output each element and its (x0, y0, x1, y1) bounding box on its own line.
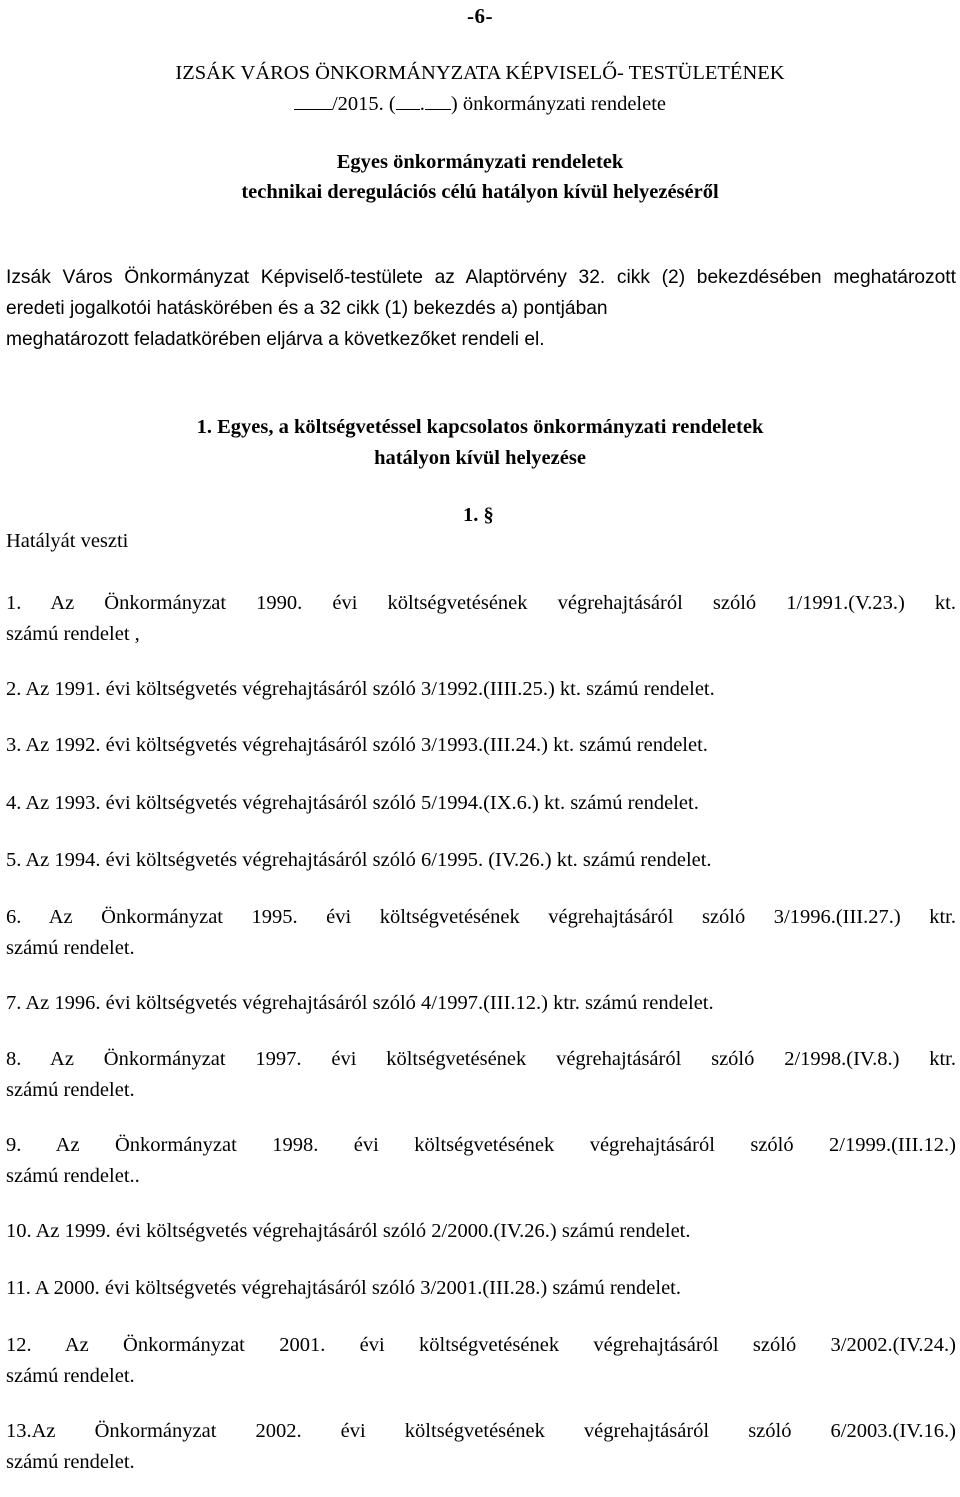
list-item (6, 845, 956, 876)
list-item (6, 1044, 956, 1106)
list-item-continuation: számú rendelet. (6, 937, 135, 959)
preamble-line-1: Izsák Város Önkormányzat Képviselő-testülete az Alaptörvény 32. cikk (2) bekezdésében (6, 267, 822, 288)
preamble-line-2: meghatározott eredeti jogalkotói hatáskörében és a 32 cikk (1) bekezdés a) pontjában (6, 267, 956, 319)
council-name: IZSÁK VÁROS ÖNKORMÁNYZATA KÉPVISELŐ- TESTÜLETÉNEK (175, 62, 785, 84)
list-item (6, 788, 956, 819)
paragraph-number: 1. (463, 504, 479, 526)
list-item-text: 5. Az 1994. évi költségvetés végrehajtásáról szóló 6/1995. (IV.26.) kt. számú rendelet. (6, 849, 712, 871)
list-item (6, 1330, 956, 1392)
list-item-continuation: számú rendelet. (6, 1451, 135, 1473)
list-item-text: 6. Az Önkormányzat 1995. évi költségvetésének végrehajtásáról szóló 3/1996.(III.27.) ktr. (6, 906, 956, 928)
list-item-text: 12. Az Önkormányzat 2001. évi költségvetésének végrehajtásáról szóló 3/2002.(IV.24.) (6, 1334, 956, 1356)
blank-day (425, 91, 451, 110)
list-item-text: 10. Az 1999. évi költségvetés végrehajtásáról szóló 2/2000.(IV.26.) számú rendelet. (6, 1220, 691, 1242)
list-item-text: 9. Az Önkormányzat 1998. évi költségvetésének végrehajtásáról szóló 2/1999.(III.12.) (6, 1134, 956, 1156)
list-item (6, 902, 956, 964)
decree-title-line-1: Egyes önkormányzati rendeletek (336, 151, 624, 173)
preamble (6, 262, 956, 355)
decree-type-text: ) önkormányzati rendelete (450, 93, 667, 115)
decree-year-text: /2015. ( (331, 93, 396, 115)
decree-header (0, 58, 960, 120)
list-item (6, 1273, 956, 1304)
list-item-text: 1. Az Önkormányzat 1990. évi költségvetésének végrehajtásáról szóló 1/1991.(V.23.) kt. (6, 592, 956, 614)
list-item (6, 674, 956, 705)
list-item-text: 3. Az 1992. évi költségvetés végrehajtásáról szóló 3/1993.(III.24.) kt. számú rendelet. (6, 734, 708, 756)
blank-decree-number (294, 91, 332, 110)
blank-month (396, 91, 420, 110)
paragraph-mark (463, 504, 494, 527)
date-separator: . (419, 93, 425, 115)
list-item (6, 988, 956, 1019)
list-item-text: 7. Az 1996. évi költségvetés végrehajtásáról szóló 4/1997.(III.12.) ktr. számú rendelet. (6, 992, 714, 1014)
list-item-text: 11. A 2000. évi költségvetés végrehajtásáról szóló 3/2001.(III.28.) számú rendelet. (6, 1277, 681, 1299)
section-heading-line-1: 1. Egyes, a költségvetéssel kapcsolatos önkormányzati rendeletek (196, 416, 764, 438)
list-item-continuation: számú rendelet.. (6, 1165, 140, 1187)
list-item-continuation: számú rendelet. (6, 1365, 135, 1387)
decree-number-line (0, 89, 960, 120)
list-item (6, 1216, 956, 1247)
section-heading (0, 412, 960, 474)
decree-title (0, 147, 960, 207)
list-item-text: 2. Az 1991. évi költségvetés végrehajtásáról szóló 3/1992.(IIII.25.) kt. számú rendelet. (6, 678, 715, 700)
section-heading-line-2: hatályon kívül helyezése (374, 447, 586, 469)
list-item (6, 1416, 956, 1478)
list-item-continuation: számú rendelet. (6, 1079, 135, 1101)
repeal-label: Hatályát veszti (6, 530, 129, 552)
decree-title-line-2: technikai deregulációs célú hatályon kívül helyezéséről (241, 181, 719, 203)
list-item (6, 1130, 956, 1192)
list-item-text: 13.Az Önkormányzat 2002. évi költségvetésének végrehajtásáról szóló 6/2003.(IV.16.) (6, 1420, 956, 1442)
preamble-line-3: meghatározott feladatkörében eljárva a következőket rendeli el. (6, 329, 545, 350)
list-item (6, 730, 956, 761)
list-item-text: 8. Az Önkormányzat 1997. évi költségvetésének végrehajtásáról szóló 2/1998.(IV.8.) ktr. (6, 1048, 956, 1070)
list-item (6, 588, 956, 650)
list-item-text: 4. Az 1993. évi költségvetés végrehajtásáról szóló 5/1994.(IX.6.) kt. számú rendelet. (6, 792, 699, 814)
page-number: -6- (467, 4, 493, 28)
section-sign-icon: § (483, 504, 494, 526)
list-item-continuation: számú rendelet , (6, 623, 140, 645)
